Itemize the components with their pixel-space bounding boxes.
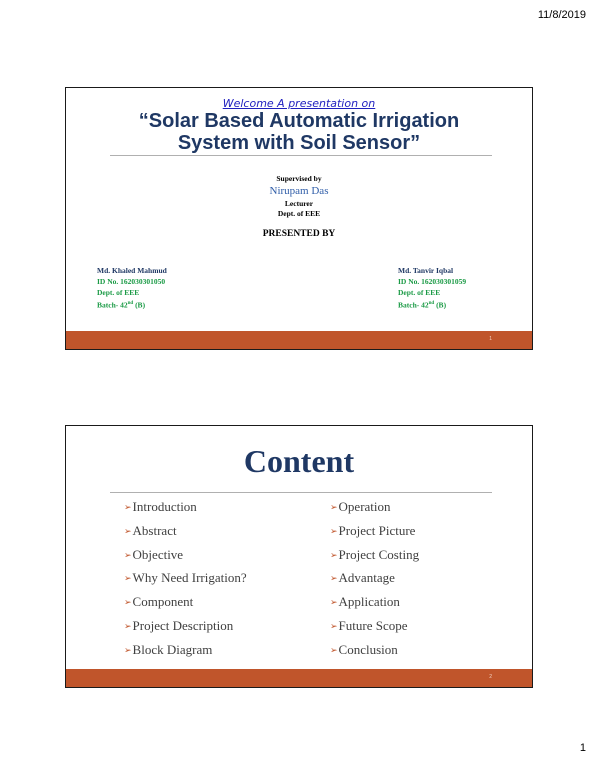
arrow-bullet-icon: ➢	[330, 573, 338, 584]
page-number: 1	[579, 742, 586, 754]
arrow-bullet-icon: ➢	[124, 525, 132, 536]
student-dept: Dept. of EEE	[398, 288, 441, 297]
content-item	[124, 544, 247, 568]
arrow-bullet-icon: ➢	[124, 597, 132, 608]
arrow-bullet-icon: ➢	[124, 620, 132, 631]
content-list-right	[330, 496, 419, 663]
title-line-2: System with Soil Sensor”	[177, 132, 421, 154]
slide-footer-bar	[66, 669, 532, 687]
content-item	[330, 615, 419, 639]
arrow-bullet-icon: ➢	[330, 502, 338, 512]
presentation-title	[66, 110, 532, 154]
print-date: 11/8/2019	[537, 9, 586, 21]
content-item-label: Objective	[132, 546, 184, 562]
content-item	[124, 639, 247, 663]
arrow-bullet-icon: ➢	[124, 502, 132, 512]
arrow-bullet-icon: ➢	[330, 644, 338, 655]
content-item-label: Future Scope	[338, 617, 408, 633]
title-divider	[110, 155, 492, 156]
content-item	[330, 567, 419, 591]
content-item-label: Advantage	[338, 570, 395, 586]
content-item	[330, 639, 419, 663]
student-batch: Batch- 42nd (B)	[97, 300, 146, 310]
content-list-left	[124, 496, 247, 686]
content-item-label: Block Diagram	[132, 641, 213, 657]
content-item	[124, 520, 247, 544]
arrow-bullet-icon: ➢	[330, 620, 338, 631]
content-item-label: Project Costing	[338, 546, 420, 562]
supervised-by-label: Supervised by	[276, 174, 322, 183]
arrow-bullet-icon: ➢	[330, 549, 338, 560]
content-item-label: Application	[338, 594, 400, 610]
slide-number: 2	[489, 674, 492, 680]
arrow-bullet-icon: ➢	[124, 644, 132, 655]
supervisor-name: Nirupam Das	[269, 185, 329, 197]
content-item	[330, 591, 419, 615]
welcome-heading: Welcome A presentation on	[222, 97, 376, 110]
content-item-label: Abstract	[132, 522, 177, 538]
slide-2-content	[65, 425, 533, 688]
student-1	[97, 265, 167, 311]
slide-1-title	[65, 87, 533, 350]
supervisor-dept: Dept. of EEE	[277, 209, 321, 218]
student-name: Md. Tanvir Iqbal	[398, 266, 454, 275]
arrow-bullet-icon: ➢	[330, 597, 338, 608]
content-item	[124, 496, 247, 520]
content-item	[124, 567, 247, 591]
slide-number: 1	[489, 336, 492, 342]
student-name: Md. Khaled Mahmud	[97, 266, 167, 275]
content-item	[124, 615, 247, 639]
arrow-bullet-icon: ➢	[124, 549, 132, 560]
content-item	[124, 591, 247, 615]
student-batch: Batch- 42nd (B)	[398, 300, 447, 310]
slide-footer-bar	[66, 331, 532, 349]
student-id: ID No. 162030301059	[398, 277, 467, 286]
arrow-bullet-icon: ➢	[124, 573, 132, 584]
content-item	[330, 520, 419, 544]
content-item-label: Why Need Irrigation?	[132, 570, 247, 586]
content-item-label: Operation	[338, 499, 391, 514]
content-item	[330, 544, 419, 568]
student-id: ID No. 162030301050	[97, 277, 166, 286]
student-2	[398, 265, 466, 311]
title-line-1: “Solar Based Automatic Irrigation	[138, 110, 460, 132]
content-item-label: Conclusion	[338, 641, 398, 657]
content-title: Content	[243, 443, 355, 479]
content-item	[330, 496, 419, 520]
content-item-label: Component	[132, 594, 194, 610]
content-item-label: Introduction	[132, 499, 197, 514]
arrow-bullet-icon: ➢	[330, 525, 338, 536]
student-dept: Dept. of EEE	[97, 288, 140, 297]
content-divider	[110, 492, 492, 493]
content-item-label: Project Picture	[338, 522, 416, 538]
content-item-label: Project Description	[132, 617, 234, 633]
presented-by-label: PRESENTED BY	[262, 229, 336, 239]
supervisor-title: Lecturer	[284, 199, 314, 208]
